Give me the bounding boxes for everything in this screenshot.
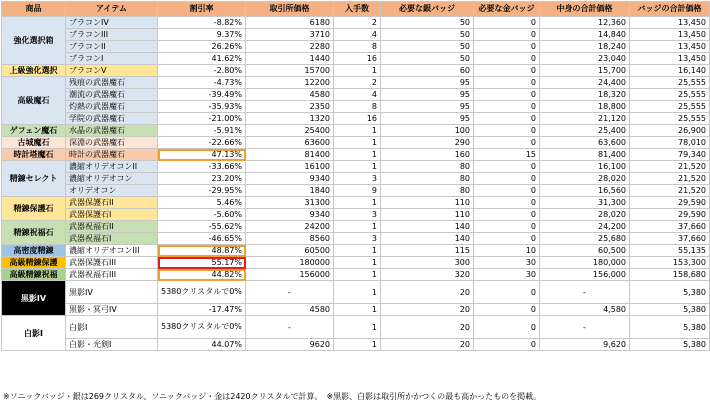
quantity-cell: 16 [334, 53, 381, 65]
market-price-cell: 9340 [246, 209, 334, 221]
silver-badges-cell: 80 [381, 173, 474, 185]
contents-total-cell: 28,020 [540, 209, 630, 221]
gold-badges-cell: 0 [474, 185, 540, 197]
gold-badges-cell: 0 [474, 77, 540, 89]
market-price-cell: 25400 [246, 125, 334, 137]
item-name-cell: ブラコンIII [66, 29, 158, 41]
market-price-cell: 15700 [246, 65, 334, 77]
market-price-cell: 9340 [246, 173, 334, 185]
quantity-cell: 1 [334, 339, 381, 351]
quantity-cell: 1 [334, 125, 381, 137]
discount-rate-cell: 48.87% [158, 245, 246, 257]
gold-badges-cell: 0 [474, 209, 540, 221]
discount-rate-cell: 41.62% [158, 53, 246, 65]
badge-total-cell: 29,590 [630, 209, 710, 221]
contents-total-cell: 14,840 [540, 29, 630, 41]
silver-badges-cell: 95 [381, 77, 474, 89]
silver-badges-cell: 20 [381, 304, 474, 316]
discount-rate-cell: -29.95% [158, 185, 246, 197]
table-row [2, 245, 710, 257]
gold-badges-cell: 0 [474, 53, 540, 65]
gold-badges-cell: 0 [474, 89, 540, 101]
group-label: 精錬祝福石 [2, 221, 66, 245]
discount-rate-cell: -21.00% [158, 113, 246, 125]
market-price-cell: 2350 [246, 101, 334, 113]
table-row [2, 197, 710, 209]
header-cell: 商品 [2, 2, 66, 17]
contents-total-cell: 21,120 [540, 113, 630, 125]
badge-total-cell: 55,135 [630, 245, 710, 257]
quantity-cell: 1 [334, 269, 381, 281]
badge-total-cell: 79,340 [630, 149, 710, 161]
gold-badges-cell: 30 [474, 257, 540, 269]
header-cell: 入手数 [334, 2, 381, 17]
market-price-cell: - [246, 316, 334, 339]
market-price-cell: 1840 [246, 185, 334, 197]
silver-badges-cell: 140 [381, 233, 474, 245]
discount-rate-cell: -46.65% [158, 233, 246, 245]
gold-badges-cell: 0 [474, 233, 540, 245]
quantity-cell: 1 [334, 221, 381, 233]
discount-rate-cell: 9.37% [158, 29, 246, 41]
item-name-cell: 潮流の武器魔石 [66, 89, 158, 101]
quantity-cell: 9 [334, 185, 381, 197]
header-row [2, 2, 710, 17]
badge-total-cell: 158,680 [630, 269, 710, 281]
silver-badges-cell: 95 [381, 89, 474, 101]
discount-rate-cell: -35.93% [158, 101, 246, 113]
table-row [2, 17, 710, 29]
market-price-cell: 156000 [246, 269, 334, 281]
item-name-cell: 武器保護石III [66, 257, 158, 269]
item-name-cell: 武器保護石I [66, 209, 158, 221]
contents-total-cell: 18,240 [540, 41, 630, 53]
discount-rate-cell: -4.73% [158, 77, 246, 89]
contents-total-cell: 63,600 [540, 137, 630, 149]
quantity-cell: 1 [334, 257, 381, 269]
quantity-cell: 1 [334, 65, 381, 77]
badge-total-cell: 26,900 [630, 125, 710, 137]
table-row [2, 41, 710, 53]
quantity-cell: 1 [334, 137, 381, 149]
quantity-cell: 8 [334, 41, 381, 53]
silver-badges-cell: 300 [381, 257, 474, 269]
group-label: 精錬保護石 [2, 197, 66, 221]
group-label: 高級精錬祝福 [2, 269, 66, 281]
badge-total-cell: 5,380 [630, 281, 710, 304]
contents-total-cell: 24,200 [540, 221, 630, 233]
badge-total-cell: 29,590 [630, 197, 710, 209]
discount-rate-cell: 47.13% [158, 149, 246, 161]
gold-badges-cell: 0 [474, 304, 540, 316]
silver-badges-cell: 100 [381, 125, 474, 137]
gold-badges-cell: 15 [474, 149, 540, 161]
badge-total-cell: 13,450 [630, 17, 710, 29]
table-row [2, 173, 710, 185]
contents-total-cell: 81,400 [540, 149, 630, 161]
silver-badges-cell: 50 [381, 41, 474, 53]
badge-total-cell: 25,555 [630, 89, 710, 101]
discount-rate-cell: -55.62% [158, 221, 246, 233]
quantity-cell: 3 [334, 173, 381, 185]
gold-badges-cell: 0 [474, 281, 540, 304]
group-label: 上級強化選択 [2, 65, 66, 77]
contents-total-cell: 28,020 [540, 173, 630, 185]
price-comparison-table [1, 1, 710, 351]
market-price-cell: 81400 [246, 149, 334, 161]
item-name-cell: 濃縮オリデオコン [66, 173, 158, 185]
item-name-cell: ブラコンV [66, 65, 158, 77]
header-cell: 中身の合計価格 [540, 2, 630, 17]
discount-rate-cell: 5.46% [158, 197, 246, 209]
market-price-cell: 24200 [246, 221, 334, 233]
item-name-cell: 武器保護石II [66, 197, 158, 209]
discount-rate-cell: -22.66% [158, 137, 246, 149]
gold-badges-cell: 0 [474, 339, 540, 351]
group-label: 高級魔石 [2, 77, 66, 125]
group-label: 高級精錬保護 [2, 257, 66, 269]
gold-badges-cell: 0 [474, 221, 540, 233]
header-cell: 必要な金バッジ [474, 2, 540, 17]
gold-badges-cell: 0 [474, 17, 540, 29]
quantity-cell: 16 [334, 113, 381, 125]
market-price-cell: 1320 [246, 113, 334, 125]
badge-total-cell: 5,380 [630, 339, 710, 351]
table-row [2, 209, 710, 221]
discount-rate-cell: 23.20% [158, 173, 246, 185]
gold-badges-cell: 0 [474, 173, 540, 185]
contents-total-cell: 23,040 [540, 53, 630, 65]
badge-total-cell: 21,520 [630, 185, 710, 197]
contents-total-cell: 156,000 [540, 269, 630, 281]
table-row [2, 125, 710, 137]
silver-badges-cell: 290 [381, 137, 474, 149]
group-label: 古城魔石 [2, 137, 66, 149]
header-cell: バッジの合計価格 [630, 2, 710, 17]
market-price-cell: 6180 [246, 17, 334, 29]
silver-badges-cell: 110 [381, 209, 474, 221]
table-row [2, 339, 710, 351]
discount-rate-cell: -39.49% [158, 89, 246, 101]
gold-badges-cell: 0 [474, 101, 540, 113]
contents-total-cell: 15,700 [540, 65, 630, 77]
table-row [2, 304, 710, 316]
market-price-cell: 63600 [246, 137, 334, 149]
badge-total-cell: 13,450 [630, 41, 710, 53]
table-row [2, 269, 710, 281]
badge-total-cell: 5,380 [630, 304, 710, 316]
item-name-cell: 黒影IV [66, 281, 158, 304]
silver-badges-cell: 115 [381, 245, 474, 257]
contents-total-cell: 12,360 [540, 17, 630, 29]
item-name-cell: 武器祝福石II [66, 221, 158, 233]
gold-badges-cell: 0 [474, 29, 540, 41]
table-row [2, 233, 710, 245]
quantity-cell: 1 [334, 281, 381, 304]
table-row [2, 316, 710, 339]
quantity-cell: 8 [334, 101, 381, 113]
discount-rate-cell: 44.07% [158, 339, 246, 351]
table-row [2, 257, 710, 269]
quantity-cell: 1 [334, 304, 381, 316]
badge-total-cell: 21,520 [630, 161, 710, 173]
discount-rate-cell: -17.47% [158, 304, 246, 316]
header-cell: 取引所価格 [246, 2, 334, 17]
gold-badges-cell: 30 [474, 269, 540, 281]
quantity-cell: 2 [334, 17, 381, 29]
quantity-cell: 1 [334, 161, 381, 173]
discount-rate-cell: -8.82% [158, 17, 246, 29]
quantity-cell: 3 [334, 233, 381, 245]
discount-rate-cell: -5.91% [158, 125, 246, 137]
header-cell: 必要な銀バッジ [381, 2, 474, 17]
quantity-cell: 1 [334, 149, 381, 161]
contents-total-cell: 25,400 [540, 125, 630, 137]
item-name-cell: 濃縮オリデオコンII [66, 161, 158, 173]
silver-badges-cell: 20 [381, 281, 474, 304]
item-name-cell: 白影I [66, 316, 158, 339]
table-row [2, 101, 710, 113]
badge-total-cell: 78,010 [630, 137, 710, 149]
item-name-cell: 水晶の武器魔石 [66, 125, 158, 137]
quantity-cell: 4 [334, 29, 381, 41]
badge-total-cell: 37,660 [630, 221, 710, 233]
market-price-cell: 9620 [246, 339, 334, 351]
contents-total-cell: 16,560 [540, 185, 630, 197]
quantity-cell: 3 [334, 209, 381, 221]
silver-badges-cell: 140 [381, 221, 474, 233]
gold-badges-cell: 0 [474, 161, 540, 173]
group-label: ゲフェン魔石 [2, 125, 66, 137]
discount-rate-cell: 26.26% [158, 41, 246, 53]
badge-total-cell: 25,555 [630, 77, 710, 89]
badge-total-cell: 5,380 [630, 316, 710, 339]
table-row [2, 77, 710, 89]
contents-total-cell: 24,400 [540, 77, 630, 89]
gold-badges-cell: 0 [474, 125, 540, 137]
market-price-cell: 2280 [246, 41, 334, 53]
item-name-cell: 学院の武器魔石 [66, 113, 158, 125]
silver-badges-cell: 80 [381, 161, 474, 173]
silver-badges-cell: 95 [381, 113, 474, 125]
badge-total-cell: 16,140 [630, 65, 710, 77]
contents-total-cell: 16,100 [540, 161, 630, 173]
header-cell: 割引率 [158, 2, 246, 17]
discount-rate-cell: 55.17% [158, 257, 246, 269]
market-price-cell: 1440 [246, 53, 334, 65]
badge-total-cell: 37,660 [630, 233, 710, 245]
item-name-cell: 白影・光剣I [66, 339, 158, 351]
item-name-cell: 深淵の武器魔石 [66, 137, 158, 149]
footnote: ※ソニックバッジ・銀は269クリスタル、ソニックバッジ・金は2420クリスタルで計算。 ※黒影、白影は取引所かかつくの最も高かったものを掲載。 [3, 392, 542, 401]
item-name-cell: 黒影・冥弓IV [66, 304, 158, 316]
silver-badges-cell: 50 [381, 17, 474, 29]
market-price-cell: 12200 [246, 77, 334, 89]
table-row [2, 149, 710, 161]
item-name-cell: 武器祝福石I [66, 233, 158, 245]
badge-total-cell: 21,520 [630, 173, 710, 185]
gold-badges-cell: 0 [474, 137, 540, 149]
quantity-cell: 1 [334, 245, 381, 257]
group-label: 強化選択箱 [2, 17, 66, 65]
discount-rate-cell: -5.60% [158, 209, 246, 221]
item-name-cell: 灼熱の武器魔石 [66, 101, 158, 113]
gold-badges-cell: 0 [474, 197, 540, 209]
silver-badges-cell: 110 [381, 197, 474, 209]
market-price-cell: 3710 [246, 29, 334, 41]
silver-badges-cell: 60 [381, 65, 474, 77]
gold-badges-cell: 0 [474, 316, 540, 339]
quantity-cell: 1 [334, 197, 381, 209]
discount-rate-cell: 5380クリスタルで0% [158, 281, 246, 304]
badge-total-cell: 25,555 [630, 113, 710, 125]
contents-total-cell: 18,320 [540, 89, 630, 101]
group-label: 時計塔魔石 [2, 149, 66, 161]
table-row [2, 221, 710, 233]
discount-rate-cell: -2.80% [158, 65, 246, 77]
contents-total-cell: 4,580 [540, 304, 630, 316]
silver-badges-cell: 20 [381, 316, 474, 339]
item-name-cell: 時計の武器魔石 [66, 149, 158, 161]
contents-total-cell: 60,500 [540, 245, 630, 257]
silver-badges-cell: 50 [381, 53, 474, 65]
silver-badges-cell: 320 [381, 269, 474, 281]
gold-badges-cell: 0 [474, 113, 540, 125]
item-name-cell: ブラコンIV [66, 17, 158, 29]
market-price-cell: 4580 [246, 89, 334, 101]
table-row [2, 113, 710, 125]
table-body [2, 17, 710, 351]
badge-total-cell: 13,450 [630, 29, 710, 41]
contents-total-cell: - [540, 316, 630, 339]
market-price-cell: 16100 [246, 161, 334, 173]
market-price-cell: 31300 [246, 197, 334, 209]
silver-badges-cell: 20 [381, 339, 474, 351]
market-price-cell: - [246, 281, 334, 304]
group-label: 黒影IV [2, 281, 66, 316]
silver-badges-cell: 160 [381, 149, 474, 161]
contents-total-cell: - [540, 281, 630, 304]
gold-badges-cell: 0 [474, 41, 540, 53]
discount-rate-cell: 5380クリスタルで0% [158, 316, 246, 339]
table-row [2, 89, 710, 101]
silver-badges-cell: 95 [381, 101, 474, 113]
table-row [2, 65, 710, 77]
market-price-cell: 60500 [246, 245, 334, 257]
group-label: 白影I [2, 316, 66, 351]
item-name-cell: 残痕の武器魔石 [66, 77, 158, 89]
item-name-cell: オリデオコン [66, 185, 158, 197]
item-name-cell: ブラコンII [66, 41, 158, 53]
table-row [2, 281, 710, 304]
table-row [2, 161, 710, 173]
contents-total-cell: 31,300 [540, 197, 630, 209]
discount-rate-cell: -33.66% [158, 161, 246, 173]
quantity-cell: 1 [334, 316, 381, 339]
badge-total-cell: 153,300 [630, 257, 710, 269]
group-label: 高密度精錬 [2, 245, 66, 257]
contents-total-cell: 18,800 [540, 101, 630, 113]
table-row [2, 137, 710, 149]
badge-total-cell: 25,555 [630, 101, 710, 113]
silver-badges-cell: 80 [381, 185, 474, 197]
gold-badges-cell: 10 [474, 245, 540, 257]
item-name-cell: ブラコンI [66, 53, 158, 65]
contents-total-cell: 25,680 [540, 233, 630, 245]
badge-total-cell: 13,450 [630, 53, 710, 65]
market-price-cell: 180000 [246, 257, 334, 269]
header-cell: アイテム [66, 2, 158, 17]
table-row [2, 53, 710, 65]
contents-total-cell: 9,620 [540, 339, 630, 351]
gold-badges-cell: 0 [474, 65, 540, 77]
market-price-cell: 4580 [246, 304, 334, 316]
item-name-cell: 濃縮オリデオコンIII [66, 245, 158, 257]
discount-rate-cell: 44.82% [158, 269, 246, 281]
market-price-cell: 8560 [246, 233, 334, 245]
table-row [2, 185, 710, 197]
quantity-cell: 4 [334, 89, 381, 101]
silver-badges-cell: 50 [381, 29, 474, 41]
item-name-cell: 武器祝福石III [66, 269, 158, 281]
table-row [2, 29, 710, 41]
contents-total-cell: 180,000 [540, 257, 630, 269]
group-label: 精錬セレクト [2, 161, 66, 197]
quantity-cell: 2 [334, 77, 381, 89]
